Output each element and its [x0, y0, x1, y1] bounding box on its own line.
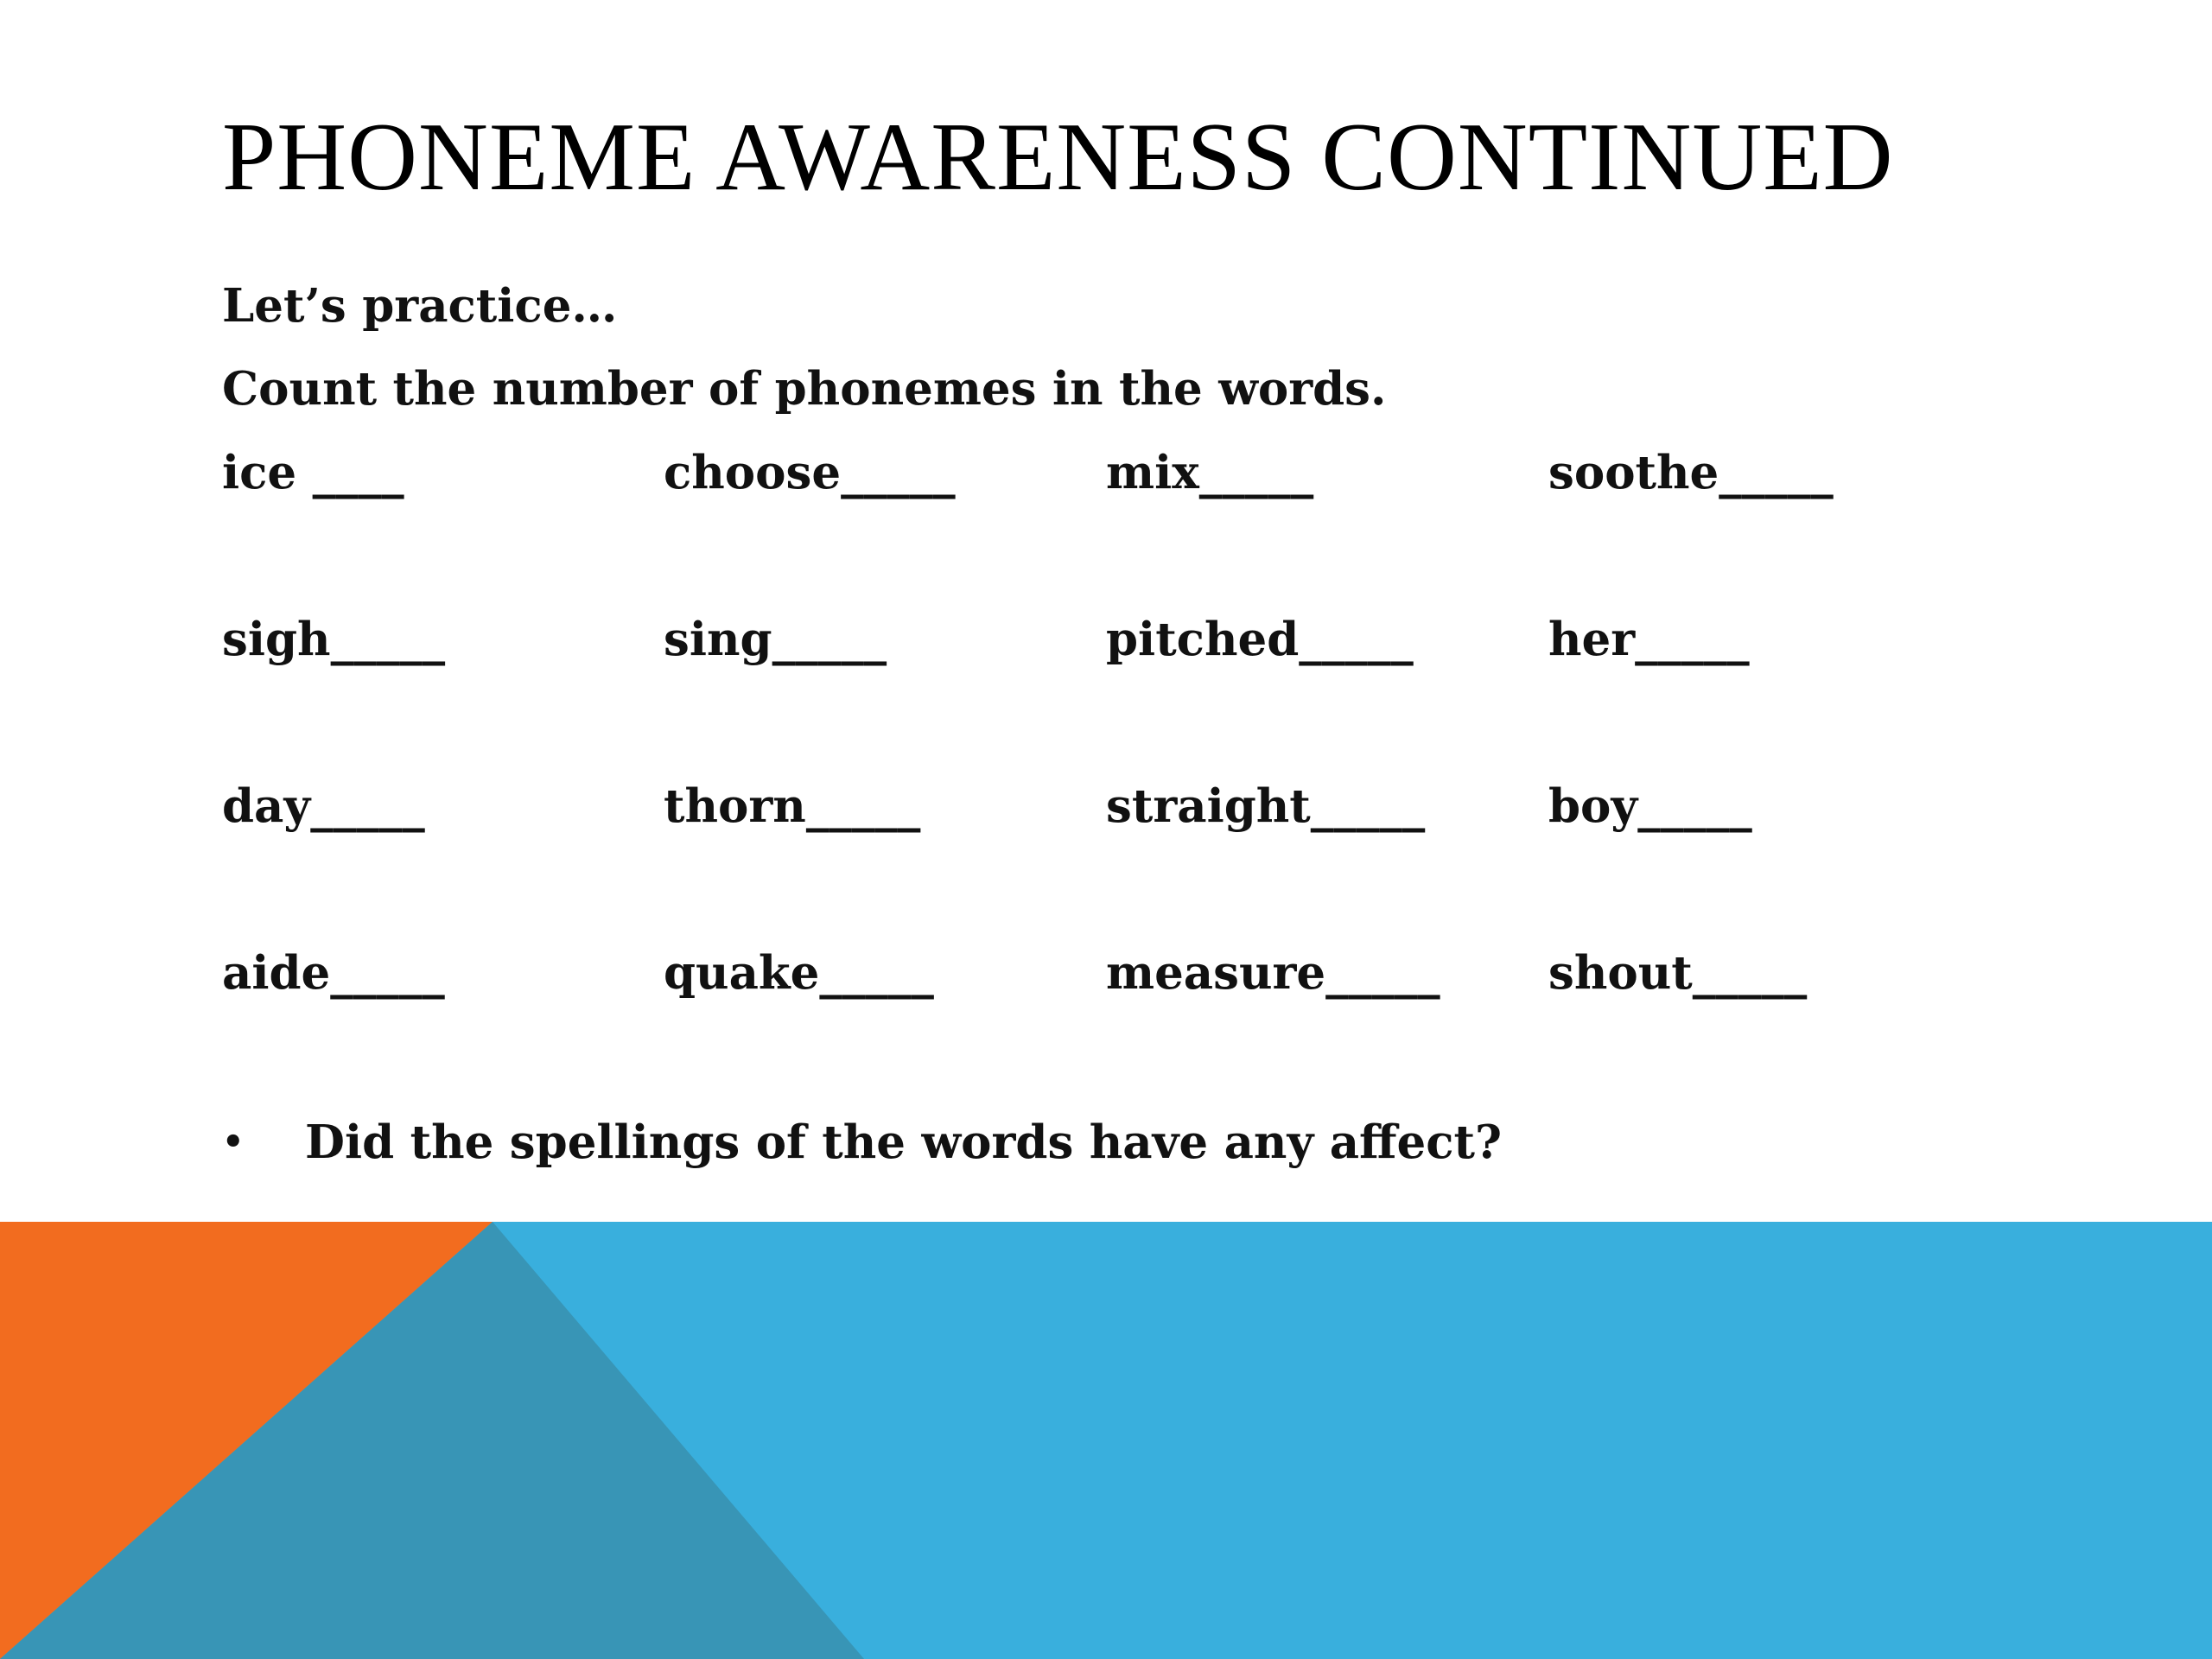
word-item: mix_____ [1106, 446, 1314, 499]
word-item: quake_____ [664, 946, 934, 1000]
word-item: her_____ [1548, 613, 1750, 666]
word-item: soothe_____ [1548, 446, 1834, 499]
bullet-icon: • [222, 1122, 245, 1162]
word-item: sing_____ [664, 613, 887, 666]
banner-graphic [0, 1222, 2212, 1659]
word-item: boy_____ [1548, 779, 1752, 833]
word-item: day_____ [222, 779, 425, 833]
word-item: measure_____ [1106, 946, 1440, 1000]
word-item: sigh_____ [222, 613, 446, 666]
practice-label: Let’s practice… [222, 279, 618, 333]
word-item: shout_____ [1548, 946, 1808, 1000]
word-grid [222, 445, 2037, 1033]
word-item: pitched_____ [1106, 613, 1414, 666]
word-item: choose_____ [664, 446, 956, 499]
question-text: Did the spellings of the words have any affect? [305, 1116, 1503, 1169]
slide-title: PHONEME AWARENESS CONTINUED [222, 104, 1894, 211]
word-item: aide_____ [222, 946, 445, 1000]
instruction-text: Count the number of phonemes in the words. [222, 362, 1387, 416]
word-item: thorn_____ [664, 779, 921, 833]
decorative-banner [0, 1222, 2212, 1659]
word-item: straight_____ [1106, 779, 1426, 833]
word-item: ice ____ [222, 446, 404, 499]
